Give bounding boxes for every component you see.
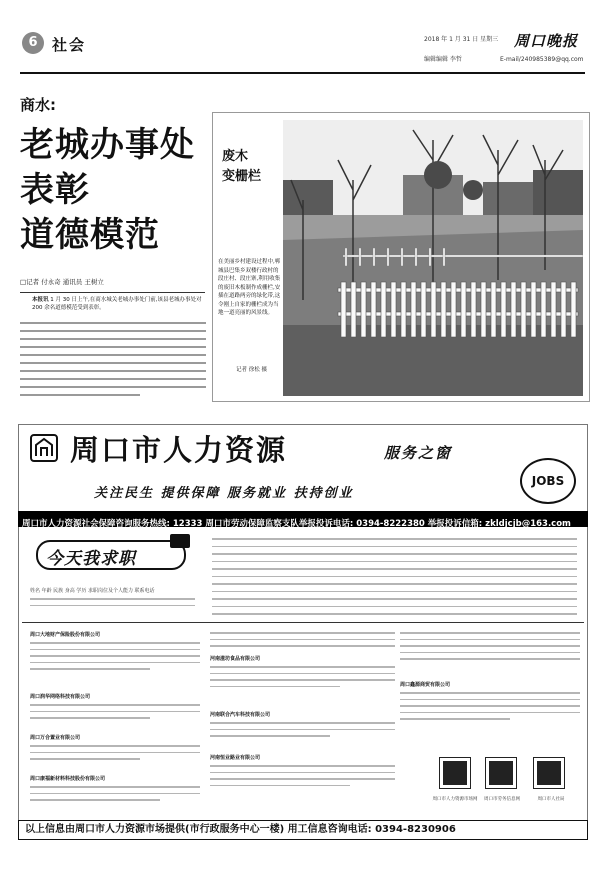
body-text-line — [20, 394, 140, 396]
body-text-line — [20, 362, 206, 364]
job-seekers-title: 今天我求职 — [46, 549, 136, 569]
company-text-line — [210, 673, 395, 675]
byline-rule — [20, 292, 205, 293]
company-name-5: 河南滋坊食品有限公司 — [210, 656, 261, 662]
company-desc-6 — [210, 722, 395, 742]
company-text-line — [400, 639, 580, 641]
page-number-badge: 6 — [22, 32, 44, 54]
masthead-logo: 周口晚报 — [514, 32, 579, 50]
photo-caption-title-2: 变栅栏 — [222, 169, 262, 184]
company-text-line — [30, 793, 200, 795]
hotline-bar — [18, 511, 588, 527]
company-name-2: 周口润华网络科技有限公司 — [30, 694, 91, 700]
company-column-2 — [210, 632, 395, 652]
company-text-line — [210, 639, 395, 641]
qr-caption-3: 周口市人社局 — [537, 797, 565, 802]
fence-photo-image — [283, 120, 583, 396]
fence-photo — [283, 120, 583, 396]
body-text-line — [20, 354, 206, 356]
company-text-line — [400, 705, 580, 707]
company-text-line — [400, 632, 580, 634]
company-text-line — [30, 717, 150, 719]
ad-slogan: 关注民生 提供保障 服务就业 扶持创业 — [94, 486, 354, 501]
company-text-line — [30, 799, 160, 801]
seeker-row — [212, 568, 577, 570]
bottom-info-text: 以上信息由周口市人力资源市场提供(市行政服务中心一楼) 用工信息咨询电话: 0394-8230906 — [25, 824, 456, 835]
seeker-row — [212, 606, 577, 608]
company-text-line — [210, 666, 395, 668]
qr-code-2[interactable] — [486, 758, 516, 788]
body-text-line — [20, 370, 206, 372]
company-desc-3 — [30, 745, 200, 765]
company-text-line — [30, 668, 150, 670]
company-desc-2 — [30, 704, 200, 724]
company-text-line — [30, 642, 200, 644]
company-text-line — [30, 745, 200, 747]
seeker-row — [212, 583, 577, 585]
lead-label: 本报讯 — [32, 297, 49, 303]
hr-logo-icon — [30, 434, 58, 462]
company-text-line — [210, 686, 340, 688]
company-text-line — [400, 692, 580, 694]
company-name-6: 河南联合汽车科技有限公司 — [210, 712, 271, 718]
seeker-row — [212, 553, 577, 555]
seeker-table-rows — [30, 598, 200, 611]
company-name-3: 周口万合置业有限公司 — [30, 735, 81, 741]
company-desc-4 — [30, 786, 200, 806]
company-text-line — [210, 772, 395, 774]
hotline-text: 周口市人力资源社会保障咨询服务热线: 12333 周口市劳动保障监察支队举报投诉电话: 0394-8222380 举报投诉信箱: zkldjcjb@163.com — [22, 519, 571, 529]
qr-caption-1: 周口市人力资源市场网 — [432, 797, 478, 802]
seeker-row — [212, 591, 577, 593]
company-name-7: 河南恒业路业有限公司 — [210, 755, 261, 761]
company-text-line — [400, 718, 510, 720]
article-body — [20, 322, 206, 402]
company-desc-8 — [400, 692, 580, 725]
qr-code-1[interactable] — [440, 758, 470, 788]
qr-caption-2: 周口市劳务信息网 — [484, 797, 520, 802]
seeker-row — [30, 605, 195, 607]
body-text-line — [20, 346, 206, 348]
seeker-row — [212, 613, 577, 615]
issue-date: 2018 年 1 月 31 日 星期三 — [424, 36, 499, 43]
company-text-line — [30, 711, 200, 713]
company-text-line — [210, 735, 330, 737]
company-text-line — [400, 712, 580, 714]
photo-caption-text: 在美丽乡村建设过程中,郸城县巴集乡双楼行政村的段庄村、段庄寨,利用收集的废旧木板制作成栅栏,安插在道路两旁的绿化带,这令刚上自家的栅栏成为当地一道亮丽的风景线。 — [218, 259, 281, 316]
body-text-line — [20, 322, 206, 324]
company-desc-1 — [30, 642, 200, 675]
seeker-row — [212, 546, 577, 548]
company-text-line — [210, 765, 395, 767]
company-text-line — [400, 658, 580, 660]
seeker-row — [212, 598, 577, 600]
seeker-row — [30, 598, 195, 600]
qr-code-3[interactable] — [534, 758, 564, 788]
company-text-line — [30, 655, 200, 657]
bottom-info-bar — [18, 820, 588, 840]
jobs-badge: JOBS — [520, 458, 576, 504]
body-text-line — [20, 338, 206, 340]
headline-line-2: 表彰 — [20, 170, 90, 210]
company-text-line — [210, 722, 395, 724]
section-title: 社会 — [52, 36, 87, 54]
company-desc-7 — [210, 765, 395, 791]
article-kicker: 商水: — [20, 96, 56, 114]
body-text-line — [20, 378, 206, 380]
company-text-line — [400, 645, 580, 647]
company-text-line — [30, 786, 200, 788]
company-text-line — [30, 649, 200, 651]
company-name-8: 周口鑫源商贸有限公司 — [400, 682, 451, 688]
seeker-row — [212, 561, 577, 563]
lead-text: 1 月 30 日上午,在商水城关老城办事处门前,该县老城办事处对 200 余名道德模范受到表彰。 — [32, 297, 202, 311]
company-text-line — [30, 662, 200, 664]
company-column-3 — [400, 632, 580, 665]
tv-icon — [170, 534, 190, 548]
seeker-table-header: 姓名 年龄 民族 身高 学历 求职岗位及个人能力 联系电话 — [30, 588, 155, 594]
company-text-line — [210, 785, 350, 787]
headline-line-1: 老城办事处 — [20, 125, 195, 165]
company-text-line — [210, 729, 395, 731]
company-name-4: 周口康福新材料科技股份有限公司 — [30, 776, 106, 782]
company-text-line — [210, 679, 395, 681]
company-text-line — [400, 652, 580, 654]
ad-title: 周口市人力资源 — [70, 433, 288, 467]
body-text-line — [20, 386, 206, 388]
company-text-line — [30, 752, 200, 754]
ad-subtitle: 服务之窗 — [384, 444, 453, 462]
seeker-row — [212, 576, 577, 578]
company-text-line — [30, 704, 200, 706]
photo-caption-title-1: 废木 — [222, 149, 249, 164]
article-lead — [32, 296, 204, 312]
ad-divider — [22, 622, 584, 623]
photo-credit: 记者 徐松 摄 — [236, 367, 267, 373]
company-text-line — [30, 758, 140, 760]
headline-line-3: 道德模范 — [20, 215, 160, 255]
seeker-row — [212, 538, 577, 540]
company-text-line — [210, 632, 395, 634]
company-text-line — [400, 699, 580, 701]
company-desc-5 — [210, 666, 395, 692]
body-text-line — [20, 330, 206, 332]
company-text-line — [210, 645, 395, 647]
editor-email: E-mail/240985389@qq.com — [500, 56, 584, 63]
seeker-list — [212, 538, 582, 621]
article-byline: □记者 付永奇 通讯员 王树立 — [20, 278, 104, 286]
header-rule — [20, 72, 585, 74]
editor-line: 编辑编辑 李哲 — [424, 56, 462, 63]
company-name-1: 周口大地财产保险股份有限公司 — [30, 632, 101, 638]
company-text-line — [210, 778, 395, 780]
